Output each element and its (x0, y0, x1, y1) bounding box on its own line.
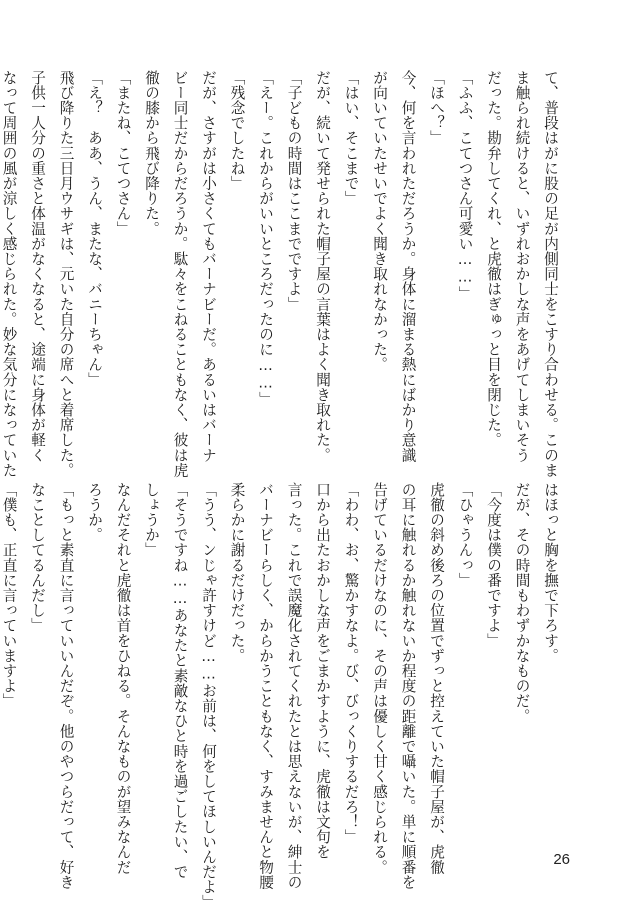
text-line: て、普段はがに股の足が内側同士をこすり合わせる。このま (542, 70, 559, 478)
text-line: ビー同士だからだろうか。駄々をこねることもなく、彼は虎 (171, 70, 189, 478)
text-line: 言った。これで誤魔化されてくれたとは思えないが、紳士の (285, 482, 303, 890)
text-line: の耳に触れるか触れないか程度の距離で囁いた。単に順番を (399, 482, 417, 890)
text-line: 「もっと素直に言っていいんだぞ。他のやつらだって、好き (57, 482, 75, 890)
text-line: 「子どもの時間はここまでですよ」 (285, 70, 303, 312)
page-number: 26 (553, 851, 570, 868)
text-line: 「ふふ、こてつさん可愛い……」 (456, 70, 474, 302)
text-line: 「うう、ンじゃ許すけど……お前は、何をしてほしいんだよ」 (200, 482, 217, 910)
text-line: 「残念でしたね」 (228, 70, 246, 191)
text-line: 子供一人分の重さと体温がなくなると、途端に身体が軽く (29, 70, 46, 463)
text-line: 柔らかに謝るだけだった。 (228, 482, 246, 664)
text-line: 「はい、そこまで」 (342, 70, 360, 206)
text-line: が向いていたせいでよく聞き取れなかった。 (371, 70, 388, 372)
text-line: だが、続いて発せられた帽子屋の言葉はよく聞き取れた。 (314, 70, 331, 463)
text-line: 「えー。これからがいいところだったのに……」 (257, 70, 274, 407)
upper-text-block (0, 70, 564, 478)
text-line: バーナビーらしく、からかうこともなく、すみませんと物腰 (257, 482, 274, 890)
text-line: だが、その時間もわずかなものだ。 (513, 482, 531, 724)
text-line: 徹の膝から飛び降りた。 (143, 70, 160, 237)
text-line: だが、さすがは小さくてもバーナビーだ。あるいはバーナ (200, 70, 217, 463)
text-line: だった。勘弁してくれ、と虎徹はぎゅっと目を閉じた。 (485, 70, 502, 448)
text-line: 「え？ ああ、うん、またな、バニーちゃん」 (86, 70, 103, 388)
text-line: なって周囲の風が涼しく感じられた。妙な気分になっていた (0, 70, 18, 478)
text-line: ま触られ続けると、いずれおかしな声をあげてしまいそう (513, 70, 531, 463)
text-line: しょうか」 (143, 482, 160, 558)
text-line: 「今度は僕の番ですよ」 (485, 482, 502, 649)
text-line: 「またね、こてつさん」 (114, 70, 132, 237)
text-line: なんだそれと虎徹は首をひねる。そんなものが望みなんだ (114, 482, 132, 875)
text-line: 虎徹の斜め後ろの位置でずっと控えていた帽子屋が、虎徹 (428, 482, 445, 875)
text-line: 告げているだけなのに、その声は優しく甘く感じられる。 (371, 482, 388, 875)
text-line: 「ひゃうんっ」 (456, 482, 474, 588)
text-line: 飛び降りた三日月ウサギは、元いた自分の席へと着席した。 (57, 70, 75, 478)
text-line: 「ほへ？」 (428, 70, 445, 146)
text-line: 口から出たおかしな声をごまかすように、虎徹は文句を (314, 482, 331, 860)
text-line: 今、何を言われただろうか。身体に溜まる熱にばかり意識 (399, 70, 417, 463)
text-line: 「わわ、お、驚かすなよ。び、びっくりするだろ！」 (342, 482, 360, 845)
text-line: 「僕も、正直に言っていますよ」 (0, 482, 18, 709)
text-line: 「そうですね……あなたと素敵なひと時を過ごしたい、で (171, 482, 189, 880)
text-line: ろうか。 (86, 482, 103, 543)
text-line: なことしてるんだし」 (29, 482, 46, 633)
text-line: はほっと胸を撫で下ろす。 (542, 482, 559, 664)
